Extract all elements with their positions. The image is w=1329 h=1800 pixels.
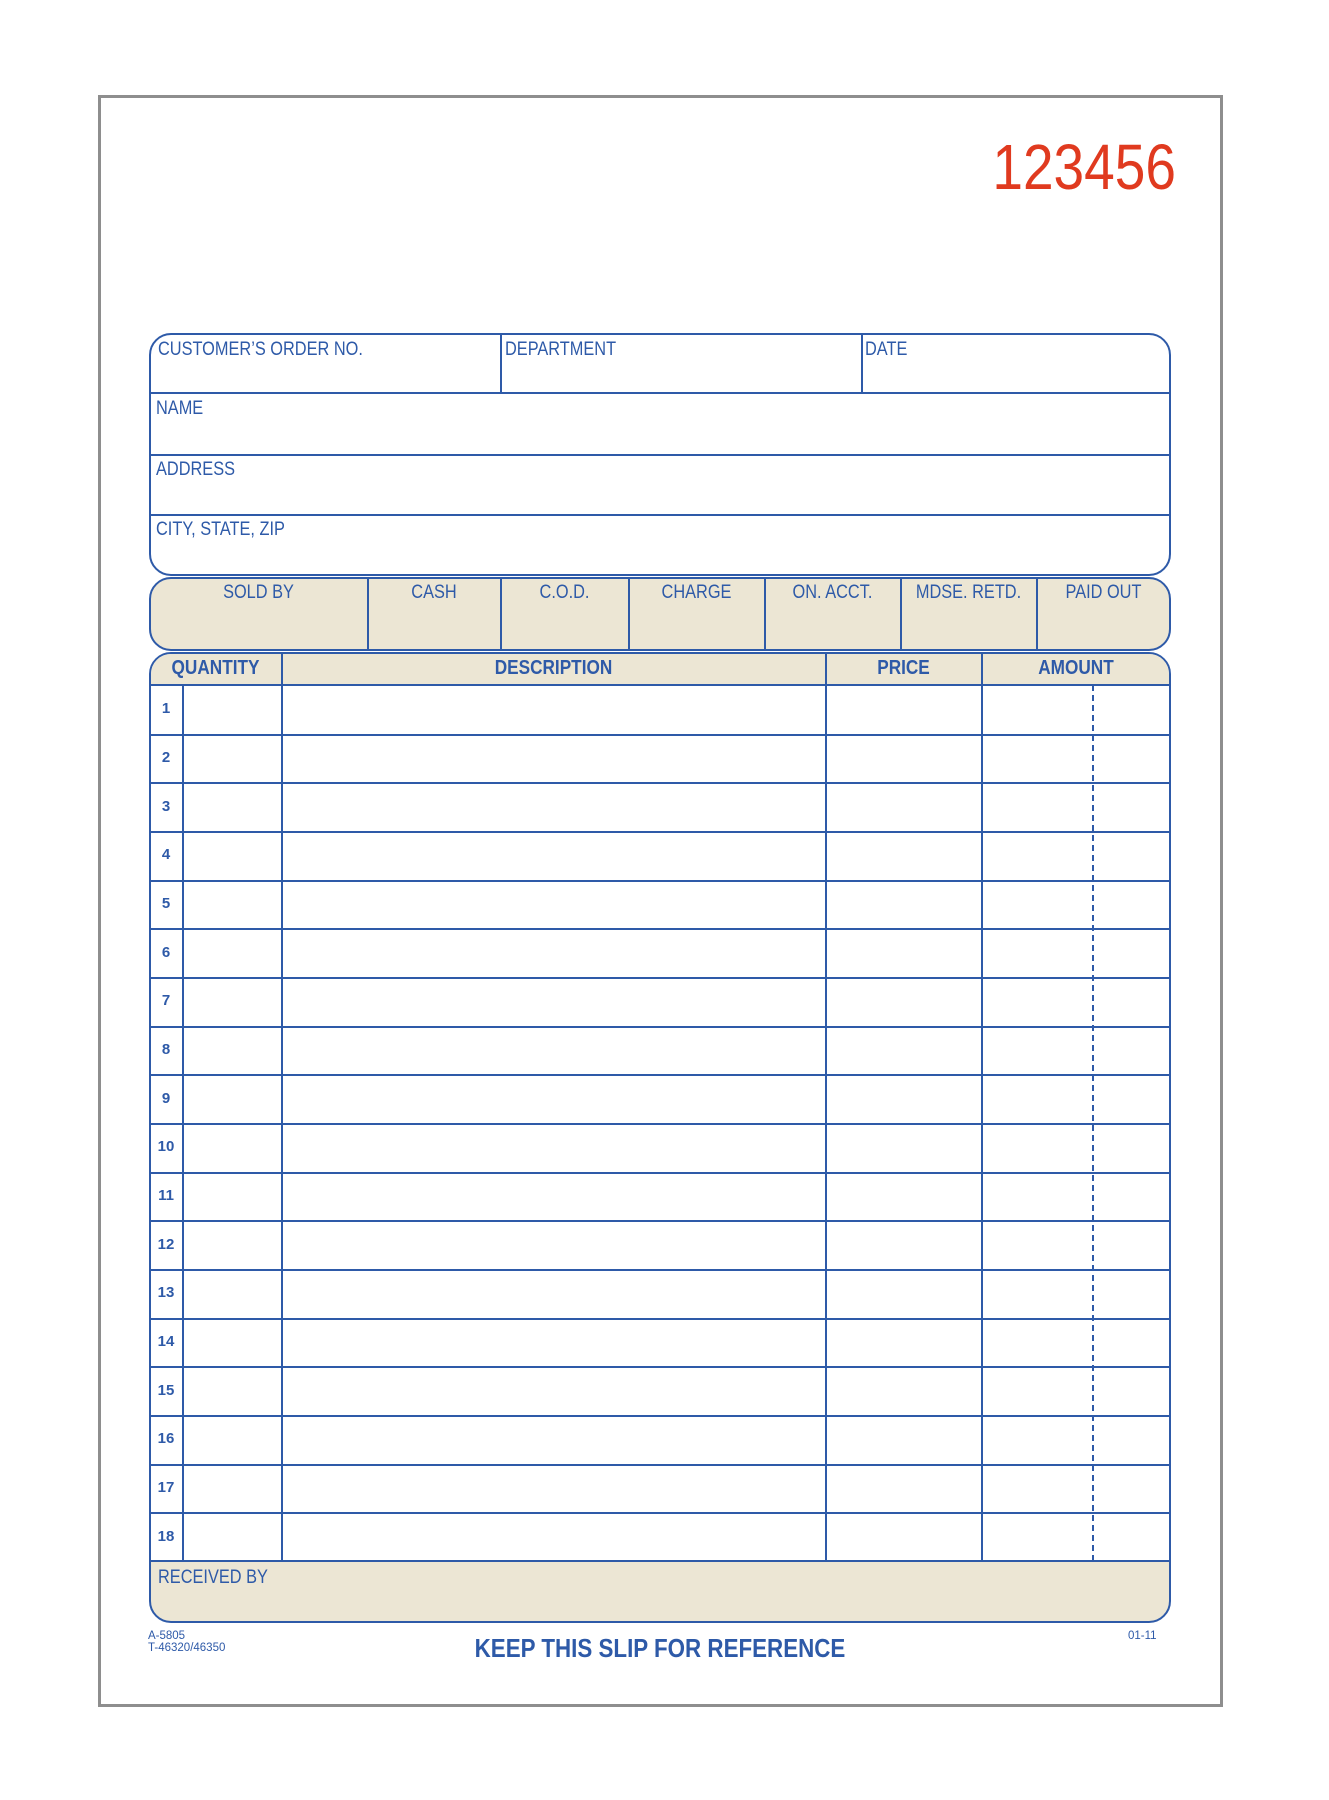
date-label: DATE <box>865 339 908 360</box>
amount-cell[interactable] <box>983 1514 1169 1559</box>
on-account-label: ON. ACCT. <box>792 582 873 603</box>
quantity-cell[interactable] <box>184 1320 280 1365</box>
quantity-cell[interactable] <box>184 1076 280 1121</box>
quantity-cell[interactable] <box>184 736 280 781</box>
row-number: 3 <box>161 798 171 815</box>
customer-order-no-label: CUSTOMER’S ORDER NO. <box>158 339 363 360</box>
quantity-cell[interactable] <box>184 1222 280 1267</box>
row-number: 9 <box>161 1090 171 1107</box>
description-cell[interactable] <box>283 1271 824 1316</box>
received-by-box[interactable] <box>149 1560 1171 1623</box>
price-cell[interactable] <box>827 1271 980 1316</box>
row-number: 8 <box>161 1041 171 1058</box>
amount-cell[interactable] <box>983 736 1169 781</box>
description-cell[interactable] <box>283 1417 824 1462</box>
description-cell[interactable] <box>283 1028 824 1073</box>
form-code-1: A-5805 <box>148 1630 186 1642</box>
form-code-2: T-46320/46350 <box>148 1642 226 1654</box>
description-header: DESCRIPTION <box>494 657 613 679</box>
row-number: 4 <box>161 846 171 863</box>
quantity-cell[interactable] <box>184 1125 280 1170</box>
description-cell[interactable] <box>283 1222 824 1267</box>
price-header: PRICE <box>877 657 930 679</box>
row-number: 5 <box>161 895 171 912</box>
description-cell[interactable] <box>283 736 824 781</box>
description-cell[interactable] <box>283 1320 824 1365</box>
quantity-cell[interactable] <box>184 833 280 878</box>
row-number: 17 <box>157 1479 175 1496</box>
row-number: 6 <box>161 944 171 961</box>
price-cell[interactable] <box>827 1514 980 1559</box>
amount-cell[interactable] <box>983 1028 1169 1073</box>
row-number: 10 <box>157 1138 175 1155</box>
quantity-cell[interactable] <box>184 784 280 829</box>
description-cell[interactable] <box>283 1514 824 1559</box>
name-label: NAME <box>156 398 204 419</box>
amount-cell[interactable] <box>983 1271 1169 1316</box>
amount-cell[interactable] <box>983 1174 1169 1219</box>
quantity-cell[interactable] <box>184 1466 280 1511</box>
keep-slip-message: KEEP THIS SLIP FOR REFERENCE <box>474 1633 846 1663</box>
description-cell[interactable] <box>283 930 824 975</box>
price-cell[interactable] <box>827 1076 980 1121</box>
row-number: 11 <box>158 1187 174 1204</box>
price-cell[interactable] <box>827 1222 980 1267</box>
date-field[interactable] <box>865 364 1165 388</box>
quantity-cell[interactable] <box>184 1271 280 1316</box>
description-cell[interactable] <box>283 833 824 878</box>
description-cell[interactable] <box>283 1466 824 1511</box>
amount-cell[interactable] <box>983 1320 1169 1365</box>
quantity-cell[interactable] <box>184 1514 280 1559</box>
quantity-cell[interactable] <box>184 1417 280 1462</box>
description-cell[interactable] <box>283 1174 824 1219</box>
quantity-cell[interactable] <box>184 1368 280 1413</box>
description-cell[interactable] <box>283 1125 824 1170</box>
amount-cell[interactable] <box>983 784 1169 829</box>
amount-cell[interactable] <box>983 1076 1169 1121</box>
description-cell[interactable] <box>283 979 824 1024</box>
price-cell[interactable] <box>827 1466 980 1511</box>
price-cell[interactable] <box>827 979 980 1024</box>
price-cell[interactable] <box>827 1417 980 1462</box>
department-label: DEPARTMENT <box>505 339 617 360</box>
description-cell[interactable] <box>283 784 824 829</box>
amount-cell[interactable] <box>983 833 1169 878</box>
serial-number: 123456 <box>992 131 1176 203</box>
price-cell[interactable] <box>827 1320 980 1365</box>
description-cell[interactable] <box>283 1076 824 1121</box>
name-field[interactable] <box>155 424 1165 450</box>
paid-out-label: PAID OUT <box>1065 582 1142 603</box>
merchandise-returned-label: MDSE. RETD. <box>915 582 1022 603</box>
quantity-cell[interactable] <box>184 1028 280 1073</box>
amount-cell[interactable] <box>983 1466 1169 1511</box>
amount-cell[interactable] <box>983 979 1169 1024</box>
row-number: 16 <box>157 1430 175 1447</box>
price-cell[interactable] <box>827 784 980 829</box>
amount-cell[interactable] <box>983 1125 1169 1170</box>
charge-label: CHARGE <box>661 582 732 603</box>
quantity-cell[interactable] <box>184 930 280 975</box>
row-number: 14 <box>157 1333 175 1350</box>
price-cell[interactable] <box>827 833 980 878</box>
price-cell[interactable] <box>827 930 980 975</box>
quantity-cell[interactable] <box>184 1174 280 1219</box>
price-cell[interactable] <box>827 882 980 927</box>
department-field[interactable] <box>505 364 855 388</box>
amount-cell[interactable] <box>983 1417 1169 1462</box>
row-number: 15 <box>157 1382 175 1399</box>
price-cell[interactable] <box>827 1368 980 1413</box>
row-number: 13 <box>157 1284 175 1301</box>
revision-code: 01-11 <box>1128 1630 1157 1642</box>
quantity-cell[interactable] <box>184 979 280 1024</box>
description-cell[interactable] <box>283 882 824 927</box>
amount-cell[interactable] <box>983 1368 1169 1413</box>
cod-label: C.O.D. <box>539 582 590 603</box>
row-number: 2 <box>161 749 171 766</box>
row-number: 7 <box>161 992 171 1009</box>
price-cell[interactable] <box>827 1174 980 1219</box>
quantity-cell[interactable] <box>184 687 280 732</box>
customer-order-no-field[interactable] <box>155 364 495 388</box>
row-number: 18 <box>157 1528 175 1545</box>
received-by-label: RECEIVED BY <box>158 1567 268 1588</box>
address-label: ADDRESS <box>156 459 235 480</box>
quantity-cell[interactable] <box>184 882 280 927</box>
amount-cell[interactable] <box>983 687 1169 732</box>
price-cell[interactable] <box>827 1125 980 1170</box>
quantity-header: QUANTITY <box>171 657 260 679</box>
sold-by-label: SOLD BY <box>223 582 294 603</box>
amount-cell[interactable] <box>983 1222 1169 1267</box>
city-state-zip-label: CITY, STATE, ZIP <box>156 519 285 540</box>
description-cell[interactable] <box>283 687 824 732</box>
price-cell[interactable] <box>827 736 980 781</box>
row-number: 12 <box>157 1236 175 1253</box>
price-cell[interactable] <box>827 1028 980 1073</box>
amount-header: AMOUNT <box>1038 657 1114 679</box>
row-number: 1 <box>161 700 171 717</box>
cash-label: CASH <box>411 582 457 603</box>
city-state-zip-field[interactable] <box>155 545 1165 571</box>
price-cell[interactable] <box>827 687 980 732</box>
address-field[interactable] <box>155 484 1165 510</box>
amount-cell[interactable] <box>983 930 1169 975</box>
amount-cell[interactable] <box>983 882 1169 927</box>
description-cell[interactable] <box>283 1368 824 1413</box>
